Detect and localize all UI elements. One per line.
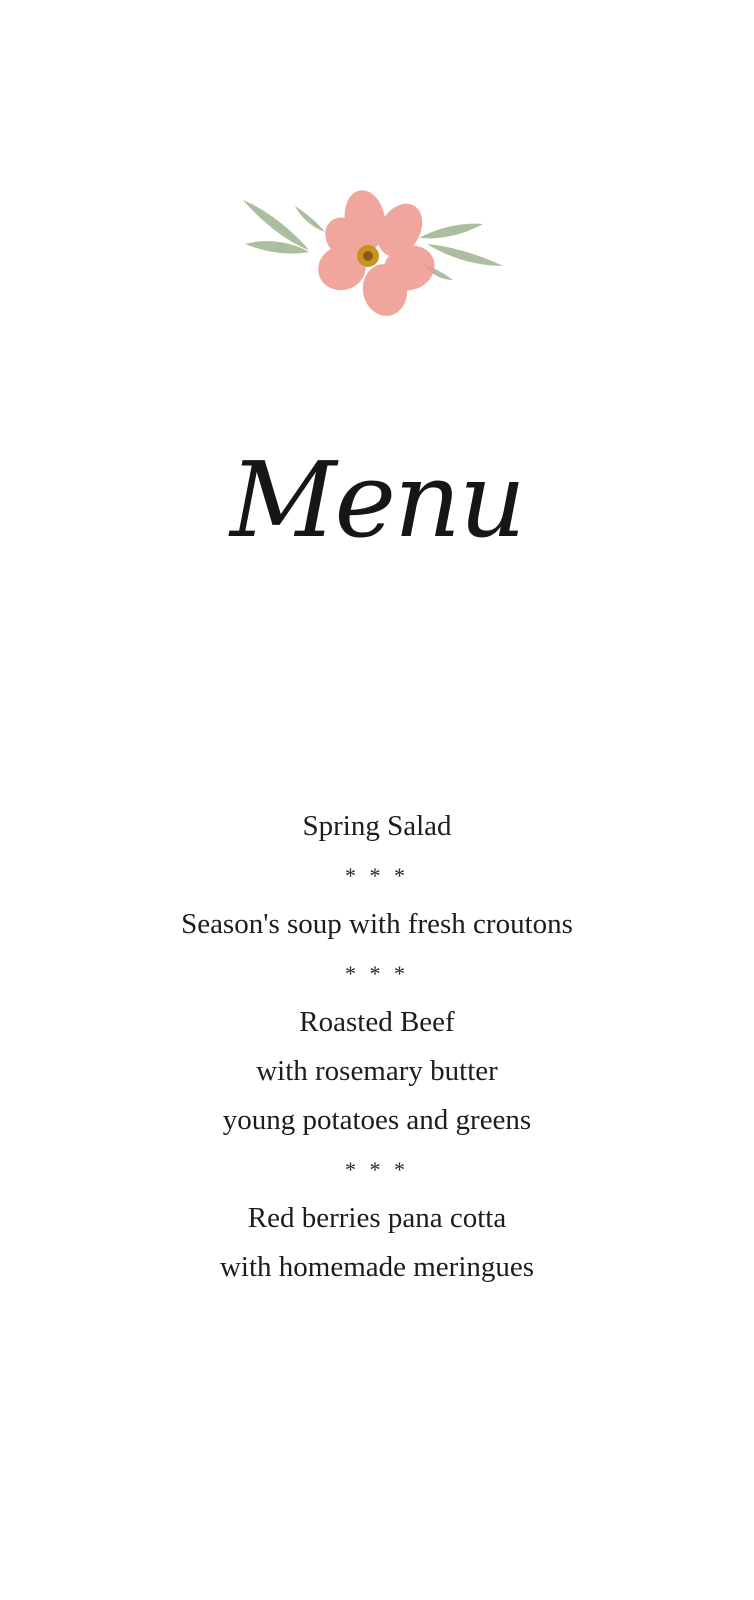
course-3-detail-1: with rosemary butter xyxy=(256,1055,498,1087)
course-1-name: Spring Salad xyxy=(302,810,452,842)
course-4-detail-1: with homemade meringues xyxy=(219,1251,535,1283)
course-separator: * * * xyxy=(345,863,409,888)
course-2-name: Season's soup with fresh croutons xyxy=(181,908,573,940)
course-3-detail-2: young potatoes and greens xyxy=(222,1104,532,1136)
page-title: Menu xyxy=(230,439,524,561)
course-4-name: Red berries pana cotta xyxy=(247,1202,507,1234)
course-separator: * * * xyxy=(345,1157,409,1182)
course-separator: * * * xyxy=(345,961,409,986)
course-3-name: Roasted Beef xyxy=(299,1006,455,1038)
watercolor-flower-icon xyxy=(237,180,517,325)
menu-list xyxy=(0,802,754,1292)
